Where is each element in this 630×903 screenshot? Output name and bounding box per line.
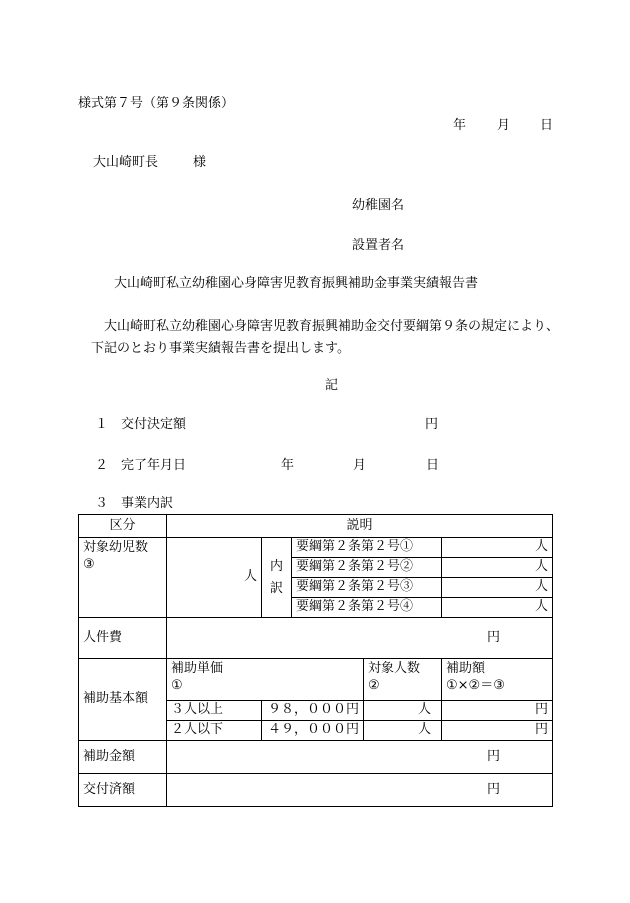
- target-count-header: [364, 659, 442, 701]
- item2-number: ２: [95, 458, 109, 473]
- body-text: 大山崎町私立幼稚園心身障害児教育振興補助金交付要綱第９条の規定により、下記のとおり事業実績報告書を提出します。: [91, 319, 560, 356]
- rate-amount-unit-1: 円: [442, 701, 553, 721]
- founder-name-label: 設置者名: [352, 238, 405, 253]
- basic-amount-label: 補助基本額: [79, 659, 167, 741]
- date-day-label: 日: [540, 118, 554, 133]
- rate-condition-2: ２人以下: [167, 721, 262, 741]
- breakdown-unit-4: 人: [442, 598, 553, 618]
- uchiwake-char-2: 訳: [269, 580, 283, 596]
- item1-number: １: [95, 417, 109, 432]
- item1-unit: 円: [425, 417, 439, 432]
- subsidy-total-label: 補助金額: [79, 741, 167, 774]
- date-year-label: 年: [453, 118, 467, 133]
- rate-amount-unit-2: 円: [442, 721, 553, 741]
- target-children-unit: 人: [167, 538, 262, 618]
- personnel-cost-unit: 円: [167, 618, 553, 659]
- form-number: 様式第７号（第９条関係）: [78, 96, 235, 111]
- target-count-header-line2: ②: [368, 677, 380, 693]
- target-children-label-line2: ③: [83, 556, 95, 572]
- unit-price-header: [167, 659, 364, 701]
- item1-label: 交付決定額: [121, 417, 187, 432]
- rate-price-2: ４９，０００円: [262, 721, 364, 741]
- item3-label: 事業内訳: [121, 496, 174, 511]
- item3-number: ３: [95, 496, 109, 511]
- breakdown-label-3: 要綱第２条第２号③: [292, 578, 442, 598]
- breakdown-unit-3: 人: [442, 578, 553, 598]
- table-header-row: [79, 515, 553, 538]
- subsidy-amount-header: [442, 659, 553, 701]
- ki-label: 記: [325, 378, 339, 393]
- breakdown-label-1: 要綱第２条第２号①: [292, 538, 442, 558]
- target-children-label: [79, 538, 167, 618]
- breakdown-label-2: 要綱第２条第２号②: [292, 558, 442, 578]
- breakdown-unit-1: 人: [442, 538, 553, 558]
- target-count-header-line1: 対象人数: [368, 661, 421, 676]
- addressee-name: 大山崎町長: [93, 155, 159, 170]
- subsidy-amount-header-line2: ①×②＝③: [446, 677, 505, 693]
- unit-price-header-line1: 補助単価: [171, 661, 224, 676]
- paid-amount-label: 交付済額: [79, 774, 167, 807]
- item2-year: 年: [281, 458, 295, 473]
- date-month-label: 月: [497, 118, 511, 133]
- header-setsumei: 説明: [167, 515, 553, 538]
- unit-price-header-line2: ①: [171, 677, 183, 693]
- rate-count-unit-1: 人: [364, 701, 442, 721]
- item2-label: 完了年月日: [121, 458, 187, 473]
- breakdown-label-4: 要綱第２条第２号④: [292, 598, 442, 618]
- target-children-label-line1: 対象幼児数: [83, 540, 149, 555]
- paid-amount-unit: 円: [167, 774, 553, 807]
- table-row: [79, 659, 553, 701]
- table-row: [79, 774, 553, 807]
- table-row: [79, 538, 553, 558]
- rate-price-1: ９８，０００円: [262, 701, 364, 721]
- table-row: [79, 741, 553, 774]
- personnel-cost-label: 人件費: [79, 618, 167, 659]
- uchiwake-label: [262, 538, 292, 618]
- subsidy-amount-header-line1: 補助額: [446, 661, 486, 676]
- document-title: 大山崎町私立幼稚園心身障害児教育振興補助金事業実績報告書: [114, 276, 479, 291]
- rate-count-unit-2: 人: [364, 721, 442, 741]
- table-row: [79, 618, 553, 659]
- breakdown-table: [78, 514, 553, 807]
- uchiwake-char-1: 内: [269, 558, 283, 574]
- kindergarten-name-label: 幼稚園名: [352, 198, 405, 213]
- breakdown-unit-2: 人: [442, 558, 553, 578]
- subsidy-total-unit: 円: [167, 741, 553, 774]
- item2-day: 日: [426, 458, 440, 473]
- item2-month: 月: [353, 458, 367, 473]
- rate-condition-1: ３人以上: [167, 701, 262, 721]
- header-kubun: 区分: [79, 515, 167, 538]
- addressee-honorific: 様: [193, 155, 207, 170]
